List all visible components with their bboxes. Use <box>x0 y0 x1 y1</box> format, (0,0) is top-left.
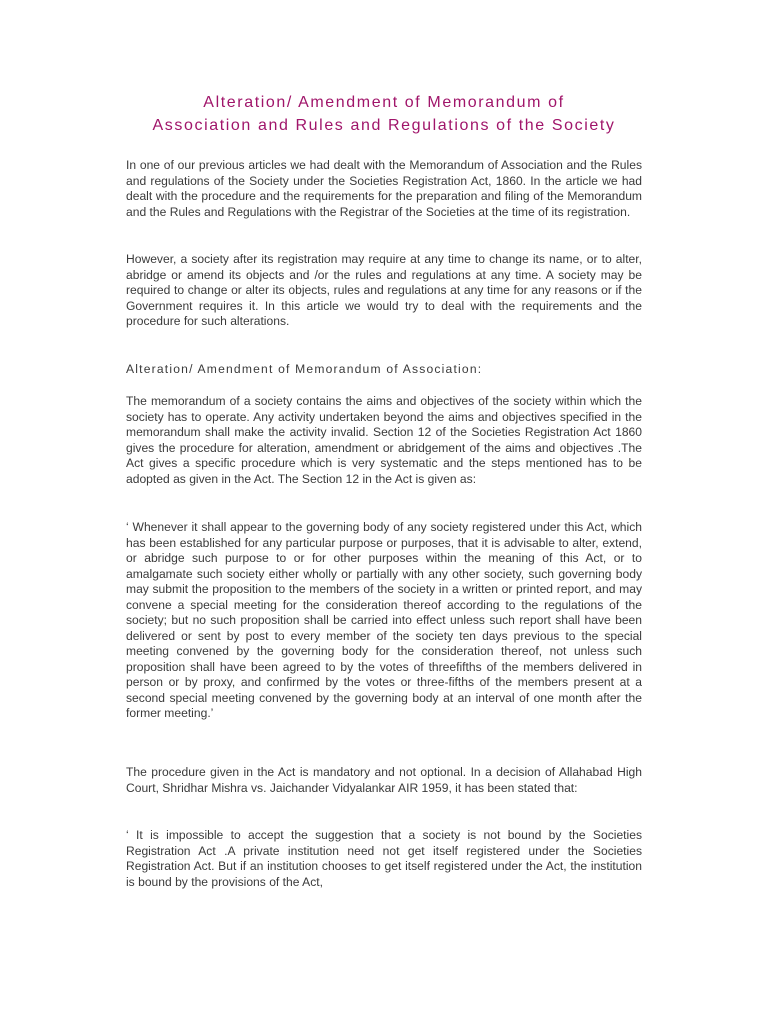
title-line-1: Alteration/ Amendment of Memorandum of <box>203 94 565 111</box>
title-line-2: Association and Rules and Regulations of the Society <box>152 117 616 134</box>
paragraph-alteration-need: However, a society after its registration may require at any time to change its name, or to alter, abridge or amend its objects and /or the rules and regulations at any time. A society may be required to change or alter its objects, rules and regulations at any time for any reasons or if the Government requires it. In this article we would try to deal with the requirements and the procedure for such alterations. <box>126 252 642 328</box>
paragraph-intro: In one of our previous articles we had dealt with the Memorandum of Association and the Rules and regulations of the Society under the Societies Registration Act, 1860. In the article we had dealt with the procedure and the requirements for the preparation and filing of the Memorandum and the Rules and Regulations with the Registrar of the Societies at the time of its registration. <box>126 158 642 219</box>
paragraph-court-quote: ‘ It is impossible to accept the suggestion that a society is not bound by the Societies Registration Act .A private institution need not get itself registered under the Societies Registration Act. But if an institution chooses to get itself registered under the Act, the institution is bound by the provisions of the Act, <box>126 828 642 889</box>
section-heading: Alteration/ Amendment of Memorandum of Association: <box>126 362 483 376</box>
paragraph-section-12-quote: ‘ Whenever it shall appear to the governing body of any society registered under this Act, which has been established for any particular purpose or purposes, that it is advisable to alter, extend, or abridge such purpose to or for other purposes within the meaning of this Act, or to amalgamate such society either wholly or partially with any other society, such governing body may submit the proposition to the members of the society in a written or printed report, and may convene a special meeting for the consideration thereof according to the regulations of the society; but no such proposition shall be carried into effect unless such report shall have been delivered or sent by post to every member of the society ten days previous to the special meeting convened by the governing body for the consideration thereof, not unless such proposition shall have been agreed to by the votes of threefifths of the members delivered in person or by proxy, and confirmed by the votes or three-fifths of the members present at a second special meeting convened by the governing body at an interval of one month after the former meeting.’ <box>126 520 642 720</box>
document-title <box>100 91 668 137</box>
paragraph-mandatory-procedure: The procedure given in the Act is mandatory and not optional. In a decision of Allahabad High Court, Shridhar Mishra vs. Jaichander Vidyalankar AIR 1959, it has been stated that: <box>126 765 642 795</box>
paragraph-memorandum: The memorandum of a society contains the aims and objectives of the society within which the society has to operate. Any activity undertaken beyond the aims and objectives specified in the memorandum shall make the activity invalid. Section 12 of the Societies Registration Act 1860 gives the procedure for alteration, amendment or abridgement of the aims and objectives .The Act gives a specific procedure which is very systematic and the steps mentioned has to be adopted as given in the Act. The Section 12 in the Act is given as: <box>126 394 642 486</box>
